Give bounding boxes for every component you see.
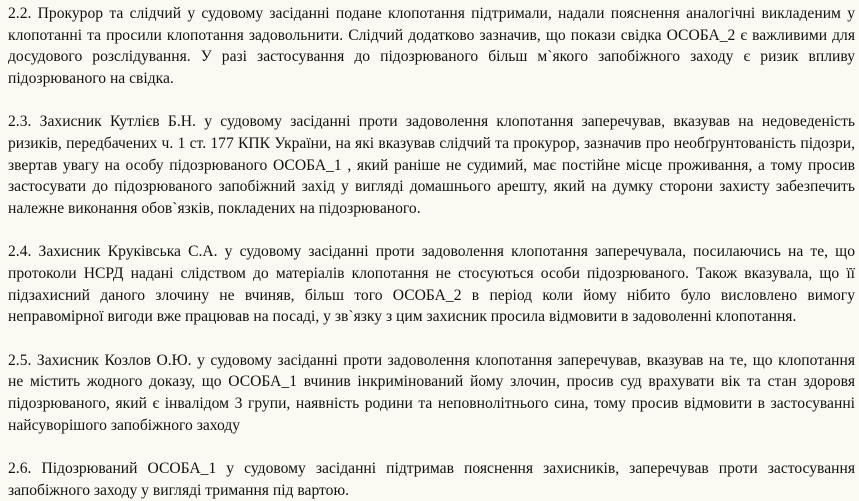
text-line: протоколи НСРД надані слідством до матеріалів клопотання не стосуються особи підозрюваного. Також вказувала, що її — [8, 264, 855, 282]
paragraph-2-4 — [8, 241, 855, 327]
text-line: 2.6. Підозрюваний ОСОБА_1 у судовому засіданні підтримав пояснення захисників, заперечував проти застосування — [8, 460, 855, 478]
text-line: не містить жодного доказу, що ОСОБА_1 вчинив інкримінований йому злочин, просив суд врахувати вік та стан здоровя — [8, 373, 855, 391]
text-line: належне виконання обов`язків, покладених на підозрюваного. — [8, 199, 421, 217]
paragraph-2-3 — [8, 111, 855, 219]
paragraph-2-5 — [8, 350, 855, 436]
text-line: звертав увагу на особу підозрюваного ОСОБА_1 , який раніше не судимий, має постійне місце проживання, а тому просив — [8, 156, 855, 174]
paragraph-2-2 — [8, 3, 855, 89]
text-line: клопотанні та просили клопотання задовольнити. Слідчий додатково зазначив, що покази свідка ОСОБА_2 є важливими для — [8, 26, 855, 44]
text-line: 2.5. Захисник Козлов О.Ю. у судовому засіданні проти задоволення клопотання заперечував, вказував на те, що клопотання — [8, 351, 855, 369]
text-line: застосувати до підозрюваного запобіжний захід у вигляді домашнього арешту, який на думку сторони захисту забезпечить — [8, 178, 855, 196]
text-line: 2.4. Захисник Круківська С.А. у судовому засіданні проти задоволення клопотання заперечувала, посилаючись на те, що — [8, 243, 855, 261]
text-line: неправомірної вигоди вже працював на посаді, у зв`язку з цим захисник просила відмовити в задоволенні клопотання. — [8, 308, 797, 326]
text-line: найсуворішого запобіжного заходу — [8, 416, 241, 434]
text-line: підзахисний даного злочину не вчиняв, більш того ОСОБА_2 в період коли йому нібито було висловлено вимогу — [8, 286, 855, 304]
text-line: 2.2. Прокурор та слідчий у судовому засіданні подане клопотання підтримали, надали пояснення аналогічні викладеним у — [8, 5, 855, 22]
text-line: підозрюваного, який є інвалідом 3 групи, наявність родини та неповнолітнього сина, тому просив відмовити в застосуванні — [8, 394, 855, 412]
paragraph-2-6 — [8, 458, 855, 501]
text-line: досудового розслідування. У разі застосування до підозрюваного більш м`якого запобіжного заходу є ризик впливу — [8, 48, 855, 66]
text-line: 2.3. Захисник Кутлієв Б.Н. у судовому засіданні проти задоволення клопотання заперечував, вказував на недоведеність — [8, 113, 855, 131]
text-line: запобіжного заходу у вигляді тримання під вартою. — [8, 481, 350, 499]
text-line: підозрюваного на свідка. — [8, 69, 174, 87]
text-line: ризиків, передбачених ч. 1 ст. 177 КПК України, на які вказував слідчий та прокурор, зазначив про необґрунтованість підозри, — [8, 134, 855, 152]
